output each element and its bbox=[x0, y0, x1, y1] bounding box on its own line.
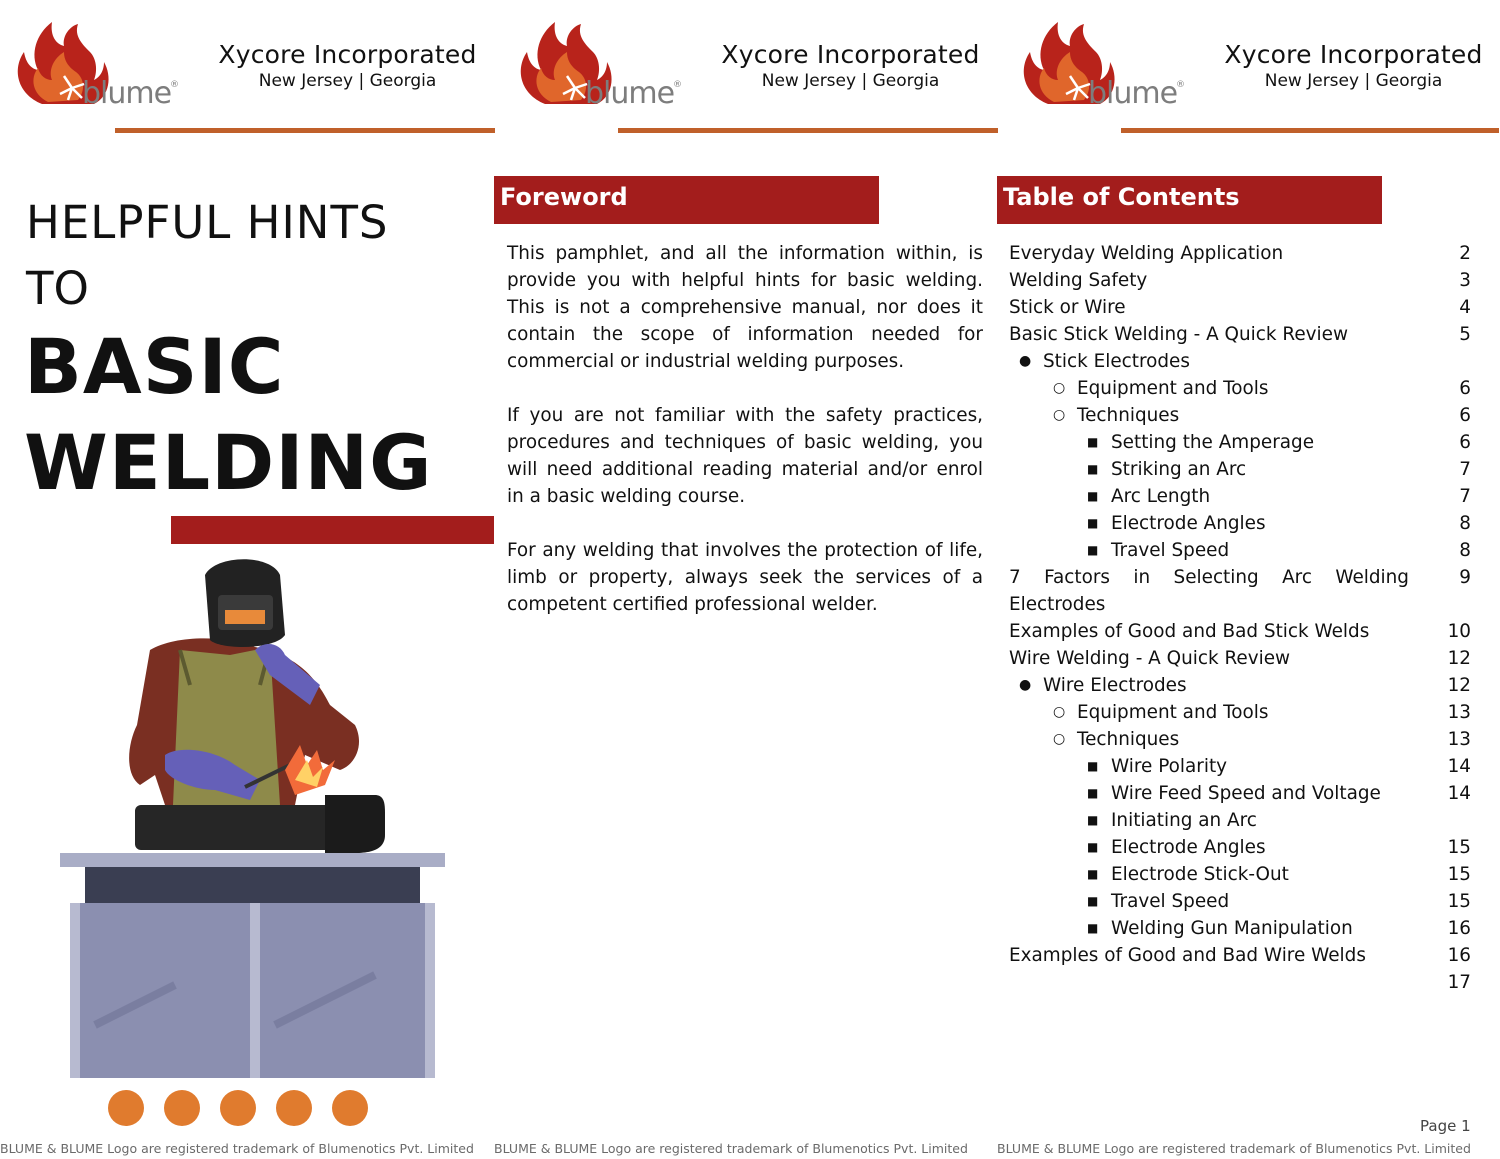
toc-entry[interactable] bbox=[1009, 267, 1471, 294]
toc-entry-title: Arc Length bbox=[1111, 486, 1211, 507]
toc-entry-title: Techniques bbox=[1077, 405, 1180, 426]
toc-entry[interactable] bbox=[1009, 375, 1471, 402]
toc-entry[interactable] bbox=[1009, 537, 1471, 564]
toc-entry[interactable] bbox=[1009, 564, 1471, 618]
toc-entry-title: Basic Stick Welding - A Quick Review bbox=[1009, 324, 1348, 345]
welder-illustration bbox=[55, 555, 450, 1080]
toc-entry-page: 13 bbox=[1447, 729, 1471, 750]
toc-entry[interactable] bbox=[1009, 321, 1471, 348]
foreword-paragraph: For any welding that involves the protection of life, limb or property, always seek the services of a competent certified professional welder. bbox=[507, 540, 983, 615]
toc-entry-page: 6 bbox=[1459, 432, 1471, 453]
dot bbox=[276, 1090, 312, 1126]
toc-entry[interactable] bbox=[1009, 726, 1471, 753]
toc-entry-page: 14 bbox=[1447, 756, 1471, 777]
circle-bullet-icon: ○ bbox=[1053, 731, 1066, 747]
toc-entry-title: Wire Electrodes bbox=[1043, 675, 1187, 696]
trademark-footer: BLUME & BLUME Logo are registered trademark of Blumenotics Pvt. Limited bbox=[494, 1141, 968, 1156]
toc-entry[interactable] bbox=[1009, 672, 1471, 699]
company-locations: New Jersey | Georgia bbox=[1264, 71, 1443, 91]
dot bbox=[220, 1090, 256, 1126]
logo-wordmark: blume bbox=[1088, 76, 1178, 111]
toc-entry-page: 7 bbox=[1459, 486, 1471, 507]
toc-entry-page: 10 bbox=[1447, 621, 1471, 642]
toc-entry-page: 7 bbox=[1459, 459, 1471, 480]
cover-panel bbox=[0, 0, 503, 1159]
circle-bullet-icon: ○ bbox=[1053, 704, 1066, 720]
bullet-icon: ● bbox=[1019, 677, 1032, 693]
square-bullet-icon: ■ bbox=[1087, 921, 1099, 935]
page-number: Page 1 bbox=[1420, 1117, 1471, 1135]
toc-entry[interactable] bbox=[1009, 780, 1471, 807]
toc-entry-title: Electrode Angles bbox=[1111, 837, 1266, 858]
square-bullet-icon: ■ bbox=[1087, 894, 1099, 908]
toc-entry-page: 16 bbox=[1447, 945, 1471, 966]
toc-entry-title: Welding Safety bbox=[1009, 270, 1148, 291]
toc-entry-page: 17 bbox=[1447, 972, 1471, 993]
square-bullet-icon: ■ bbox=[1087, 543, 1099, 557]
toc-entry[interactable] bbox=[1009, 699, 1471, 726]
toc-entry-page: 2 bbox=[1459, 243, 1471, 264]
toc-entry-title: Stick or Wire bbox=[1009, 297, 1126, 318]
toc-entry[interactable] bbox=[1009, 969, 1471, 996]
foreword-paragraph: If you are not familiar with the safety practices, procedures and techniques of basic welding, you will need additional reading material and/or enrol in a basic welding course. bbox=[507, 405, 983, 507]
company-locations: New Jersey | Georgia bbox=[258, 71, 437, 91]
header-rule bbox=[115, 128, 495, 133]
decorative-dots bbox=[108, 1090, 368, 1126]
toc-heading: Table of Contents bbox=[997, 176, 1382, 224]
circle-bullet-icon: ○ bbox=[1053, 380, 1066, 396]
toc-entry-page: 6 bbox=[1459, 405, 1471, 426]
toc-entry-title: Wire Polarity bbox=[1111, 756, 1228, 777]
toc-entry-page: 3 bbox=[1459, 270, 1471, 291]
toc-entry-title: 7 Factors in Selecting Arc Welding Electrodes bbox=[1009, 567, 1409, 615]
toc-entry[interactable] bbox=[1009, 618, 1471, 645]
blume-logo bbox=[1018, 14, 1193, 114]
toc-entry-title: Equipment and Tools bbox=[1077, 378, 1269, 399]
toc-entry[interactable] bbox=[1009, 942, 1471, 969]
header-rule bbox=[618, 128, 998, 133]
toc-entry[interactable] bbox=[1009, 483, 1471, 510]
toc-entry[interactable] bbox=[1009, 807, 1471, 834]
toc-entry-title: Electrode Angles bbox=[1111, 513, 1266, 534]
toc-entry[interactable] bbox=[1009, 402, 1471, 429]
foreword-heading: Foreword bbox=[494, 176, 879, 224]
foreword-paragraph: This pamphlet, and all the information within, is provide you with helpful hints for basic welding. This is not a comprehensive manual, nor does it contain the scope of information needed for commercial or industrial welding purposes. bbox=[507, 243, 983, 372]
toc-entry-page: 8 bbox=[1459, 540, 1471, 561]
toc-entry-title: Stick Electrodes bbox=[1043, 351, 1190, 372]
toc-entry-page: 12 bbox=[1447, 648, 1471, 669]
square-bullet-icon: ■ bbox=[1087, 462, 1099, 476]
toc-entry-title: Equipment and Tools bbox=[1077, 702, 1269, 723]
toc-list bbox=[1009, 240, 1471, 996]
toc-entry-title: Examples of Good and Bad Wire Welds bbox=[1009, 945, 1366, 966]
toc-entry-title: Techniques bbox=[1077, 729, 1180, 750]
registered-mark: ® bbox=[1176, 80, 1185, 90]
trademark-footer: BLUME & BLUME Logo are registered trademark of Blumenotics Pvt. Limited bbox=[997, 1141, 1471, 1156]
toc-entry-page: 9 bbox=[1459, 567, 1471, 588]
cover-title-line4: WELDING bbox=[24, 418, 433, 507]
cover-title-line2: TO bbox=[26, 262, 89, 315]
dot bbox=[164, 1090, 200, 1126]
company-locations: New Jersey | Georgia bbox=[761, 71, 940, 91]
toc-entry[interactable] bbox=[1009, 510, 1471, 537]
toc-entry-page: 15 bbox=[1447, 837, 1471, 858]
toc-entry[interactable] bbox=[1009, 834, 1471, 861]
square-bullet-icon: ■ bbox=[1087, 786, 1099, 800]
toc-entry-title: Electrode Stick-Out bbox=[1111, 864, 1289, 885]
toc-entry[interactable] bbox=[1009, 915, 1471, 942]
toc-entry-title: Welding Gun Manipulation bbox=[1111, 918, 1353, 939]
dot bbox=[108, 1090, 144, 1126]
company-name: Xycore Incorporated bbox=[218, 40, 477, 69]
logo-wordmark: blume bbox=[82, 76, 172, 111]
toc-entry-page: 12 bbox=[1447, 675, 1471, 696]
toc-entry-title: Examples of Good and Bad Stick Welds bbox=[1009, 621, 1370, 642]
square-bullet-icon: ■ bbox=[1087, 516, 1099, 530]
toc-entry-title: Wire Welding - A Quick Review bbox=[1009, 648, 1291, 669]
square-bullet-icon: ■ bbox=[1087, 435, 1099, 449]
company-name: Xycore Incorporated bbox=[1224, 40, 1483, 69]
company-header bbox=[1211, 40, 1496, 91]
toc-entry[interactable] bbox=[1009, 429, 1471, 456]
registered-mark: ® bbox=[673, 80, 682, 90]
company-header bbox=[205, 40, 490, 91]
square-bullet-icon: ■ bbox=[1087, 840, 1099, 854]
toc-entry[interactable] bbox=[1009, 861, 1471, 888]
square-bullet-icon: ■ bbox=[1087, 489, 1099, 503]
toc-entry-title: Travel Speed bbox=[1111, 891, 1230, 912]
toc-entry-title: Striking an Arc bbox=[1111, 459, 1247, 480]
foreword-panel bbox=[494, 0, 1006, 1159]
title-accent-bar bbox=[171, 516, 494, 544]
toc-entry[interactable] bbox=[1009, 294, 1471, 321]
header-rule bbox=[1121, 128, 1499, 133]
toc-entry-page: 5 bbox=[1459, 324, 1471, 345]
toc-entry[interactable] bbox=[1009, 645, 1471, 672]
circle-bullet-icon: ○ bbox=[1053, 407, 1066, 423]
cover-title-line1: HELPFUL HINTS bbox=[26, 196, 389, 249]
toc-entry-title: Initiating an Arc bbox=[1111, 810, 1257, 831]
toc-entry-title: Everyday Welding Application bbox=[1009, 243, 1284, 264]
square-bullet-icon: ■ bbox=[1087, 759, 1099, 773]
bullet-icon: ● bbox=[1019, 353, 1032, 369]
toc-entry-page: 13 bbox=[1447, 702, 1471, 723]
company-name: Xycore Incorporated bbox=[721, 40, 980, 69]
square-bullet-icon: ■ bbox=[1087, 813, 1099, 827]
cover-title-line3: BASIC bbox=[24, 322, 285, 411]
company-header bbox=[708, 40, 993, 91]
toc-entry-page: 4 bbox=[1459, 297, 1471, 318]
toc-entry-page: 15 bbox=[1447, 864, 1471, 885]
toc-panel bbox=[997, 0, 1500, 1159]
toc-entry-page: 15 bbox=[1447, 891, 1471, 912]
foreword-body bbox=[507, 240, 983, 645]
dot bbox=[332, 1090, 368, 1126]
toc-entry[interactable] bbox=[1009, 888, 1471, 915]
blume-logo bbox=[515, 14, 690, 114]
toc-entry[interactable] bbox=[1009, 456, 1471, 483]
toc-entry-title: Travel Speed bbox=[1111, 540, 1230, 561]
square-bullet-icon: ■ bbox=[1087, 867, 1099, 881]
toc-entry[interactable] bbox=[1009, 348, 1471, 375]
toc-entry-page: 14 bbox=[1447, 783, 1471, 804]
toc-entry-page: 8 bbox=[1459, 513, 1471, 534]
blume-logo bbox=[12, 14, 187, 114]
toc-entry[interactable] bbox=[1009, 240, 1471, 267]
toc-entry-page: 16 bbox=[1447, 918, 1471, 939]
logo-wordmark: blume bbox=[585, 76, 675, 111]
toc-entry-title: Wire Feed Speed and Voltage bbox=[1111, 783, 1381, 804]
registered-mark: ® bbox=[170, 80, 179, 90]
trademark-footer: BLUME & BLUME Logo are registered trademark of Blumenotics Pvt. Limited bbox=[0, 1141, 474, 1156]
toc-entry[interactable] bbox=[1009, 753, 1471, 780]
toc-entry-page: 6 bbox=[1459, 378, 1471, 399]
toc-entry-title: Setting the Amperage bbox=[1111, 432, 1315, 453]
